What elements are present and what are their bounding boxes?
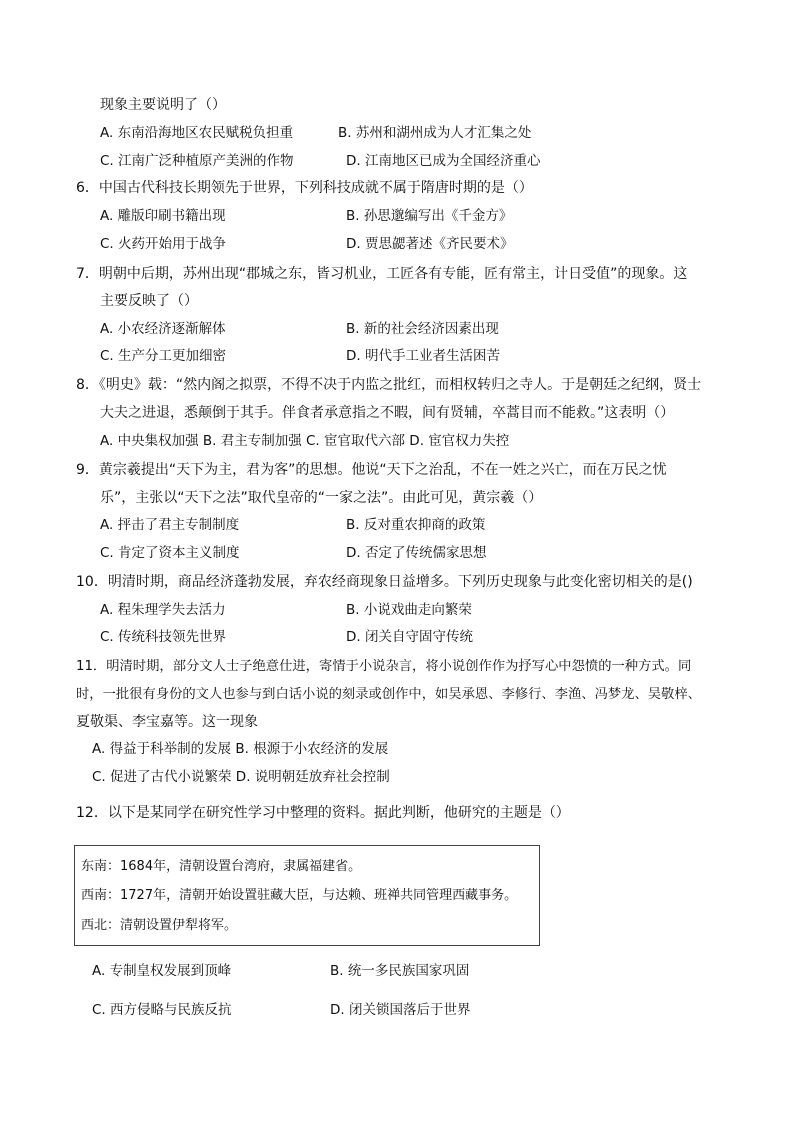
- q9-stem-line1: 9．黄宗羲提出“天下为主，君为客”的思想。他说“天下之治乱，不在一姓之兴亡，而在万民之忧: [76, 462, 667, 478]
- q12-option-d: D. 闭关锁国落后于世界: [330, 1002, 471, 1018]
- q6-option-c: C. 火药开始用于战争: [100, 236, 227, 252]
- q12-option-b: B. 统一多民族国家巩固: [330, 963, 470, 979]
- q10-option-b: B. 小说戏曲走向繁荣: [346, 602, 472, 618]
- q12-box-row-northwest: 西北：清朝设置伊犁将军。: [81, 918, 238, 933]
- q11-options-ab: A. 得益于科举制的发展 B. 根源于小农经济的发展: [92, 741, 389, 757]
- q12-option-a: A. 专制皇权发展到顶峰: [92, 963, 232, 979]
- q7-option-d: D. 明代手工业者生活困苦: [346, 348, 500, 364]
- q6-option-a: A. 雕版印刷书籍出现: [100, 208, 226, 224]
- q7-option-c: C. 生产分工更加细密: [100, 348, 227, 364]
- q9-option-d: D. 否定了传统儒家思想: [346, 545, 487, 561]
- q5-option-c: C. 江南广泛种植原产美洲的作物: [100, 153, 294, 169]
- q12-material-box: [74, 845, 540, 946]
- q7-option-a: A. 小农经济逐渐解体: [100, 321, 226, 337]
- q12-box-row-southwest: 西南：1727年，清朝开始设置驻藏大臣，与达赖、班禅共同管理西藏事务。: [81, 888, 518, 903]
- q9-stem-line2: 乐”，主张以“天下之法”取代皇帝的“一家之法”。由此可见，黄宗羲（）: [100, 490, 543, 506]
- q9-option-c: C. 肯定了资本主义制度: [100, 545, 240, 561]
- q8-stem-line1: 8．《明史》载：“然内阁之拟票，不得不决于内监之批红，而相权转归之寺人。于是朝廷之纪纲，贤士: [76, 377, 702, 393]
- q10-option-d: D. 闭关自守固守传统: [346, 629, 473, 645]
- q7-stem-line2: 主要反映了（）: [100, 293, 198, 309]
- q5-option-d: D. 江南地区已成为全国经济重心: [346, 153, 541, 169]
- q11-stem-line3: 夏敬渠、李宝嘉等。这一现象: [76, 714, 258, 730]
- q11-options-cd: C. 促进了古代小说繁荣 D. 说明朝廷放弃社会控制: [92, 769, 390, 785]
- q10-stem: 10．明清时期，商品经济蓬勃发展，弃农经商现象日益增多。下列历史现象与此变化密切相关的是(): [76, 574, 693, 590]
- q8-options: A. 中央集权加强 B. 君主专制加强 C. 宦官取代六部 D. 宦官权力失控: [100, 433, 510, 449]
- q6-option-d: D. 贾思勰著述《齐民要术》: [346, 236, 514, 252]
- q12-stem: 12．以下是某同学在研究性学习中整理的资料。据此判断，他研究的主题是（）: [76, 805, 570, 821]
- q8-stem-line2: 大夫之进退，悉颠倒于其手。伴食者承意指之不暇，间有贤辅，卒蒿目而不能救。”这表明（）: [100, 405, 675, 421]
- q5-stem: 现象主要说明了（）: [100, 97, 226, 113]
- q6-option-b: B. 孙思邈编写出《千金方》: [346, 208, 513, 224]
- q10-option-a: A. 程朱理学失去活力: [100, 602, 226, 618]
- q12-box-row-southeast: 东南：1684年，清朝设置台湾府，隶属福建省。: [81, 859, 362, 874]
- q11-stem-line1: 11．明清时期，部分文人士子绝意仕进，寄情于小说杂言，将小说创作作为抒写心中怨愤的一种方式。同: [76, 659, 692, 674]
- q7-stem-line1: 7．明朝中后期，苏州出现“郡城之东，皆习机业，工匠各有专能，匠有常主，计日受值”的现象。这: [76, 266, 688, 282]
- q7-option-b: B. 新的社会经济因素出现: [346, 321, 499, 337]
- q12-option-c: C. 西方侵略与民族反抗: [92, 1002, 232, 1018]
- q9-option-b: B. 反对重农抑商的政策: [346, 517, 486, 533]
- q11-stem-line2: 时，一批很有身份的文人也参与到白话小说的刻录或创作中，如吴承恩、李修行、李渔、冯梦龙、吴敬梓、: [76, 687, 701, 702]
- q5-option-a: A. 东南沿海地区农民赋税负担重: [100, 125, 294, 141]
- q6-stem: 6．中国古代科技长期领先于世界，下列科技成就不属于隋唐时期的是（）: [76, 180, 533, 196]
- q10-option-c: C. 传统科技领先世界: [100, 629, 227, 645]
- q9-option-a: A. 抨击了君主专制制度: [100, 517, 240, 533]
- q5-option-b: B. 苏州和湖州成为人才汇集之处: [338, 125, 532, 141]
